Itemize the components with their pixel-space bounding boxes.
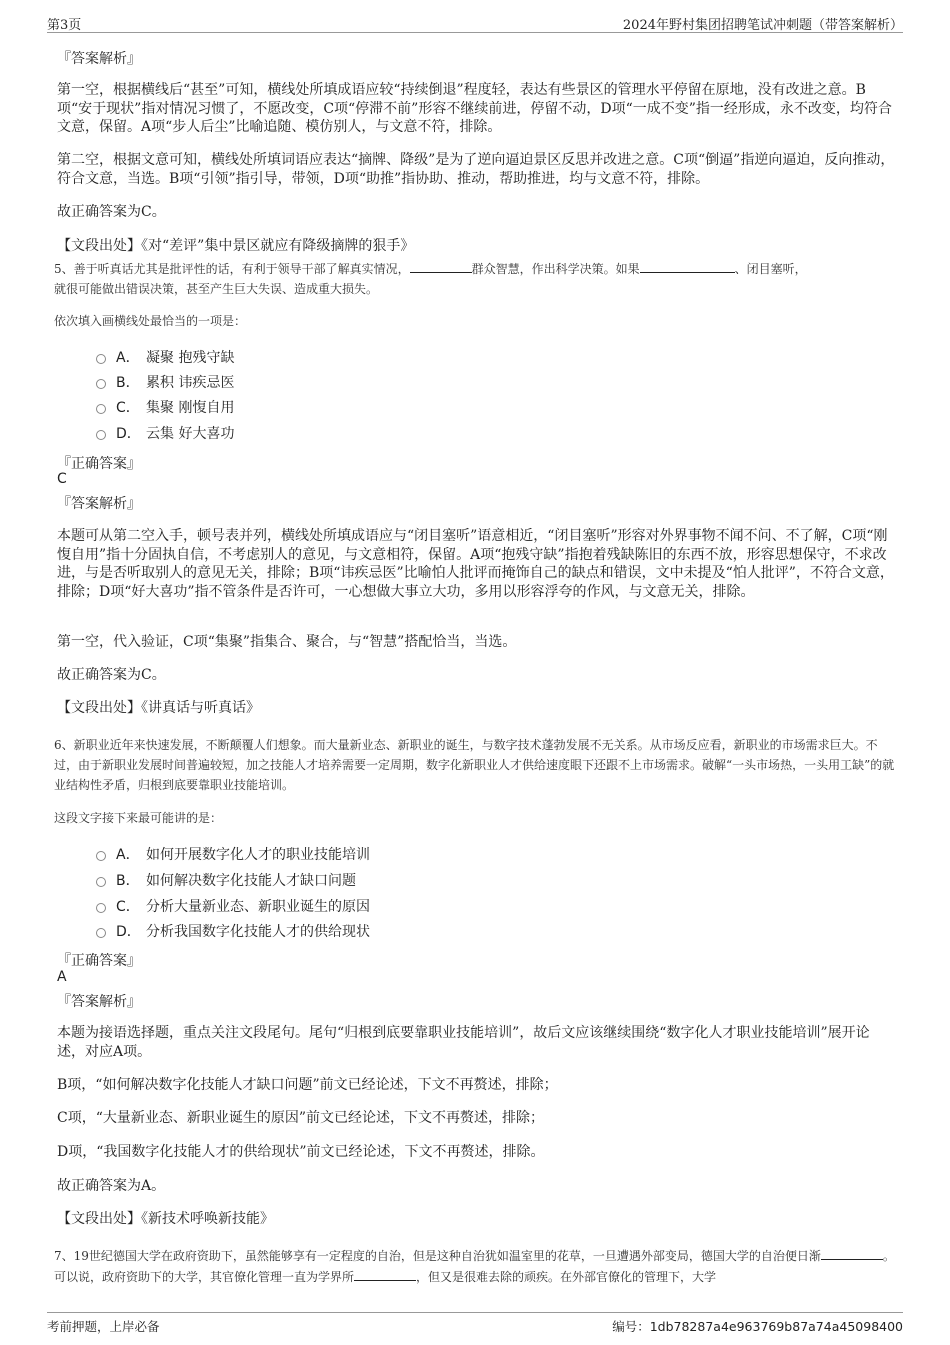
fill-blank [410, 258, 472, 273]
document-id: 编号：1db78287a4e963769b87a74a45098400 [612, 1319, 903, 1334]
option-b[interactable]: B． 累积 讳疾忌医 [96, 372, 234, 392]
radio-icon[interactable] [96, 404, 106, 414]
question-stem: 7、19世纪德国大学在政府资助下，虽然能够享有一定程度的自治，但是这种自治犹如温室里的花草，一旦遭遇外部变局，德国大学的自治便日渐 。可以说，政府资助下的大学，其官僚化管理一直为学界所 ，但又是很难去除的顽疾。在外部官僚化的管理下，大学 [54, 1245, 899, 1287]
fill-blank [640, 258, 735, 273]
option-b[interactable]: B． 如何解决数字化技能人才缺口问题 [96, 870, 356, 890]
answer-conclusion: 故正确答案为A。 [57, 1178, 166, 1194]
correct-answer: A [57, 969, 67, 985]
fill-blank [354, 1266, 416, 1281]
question-stem: 5、善于听真话尤其是批评性的话，有利于领导干部了解真实情况， 群众智慧，作出科学决策。如果 、闭目塞听， 就很可能做出错误决策，甚至产生巨大失误、造成重大损失。 [54, 258, 899, 299]
option-a[interactable]: A． 凝聚 抱残守缺 [96, 347, 234, 367]
analysis-paragraph: 本题可从第二空入手，顿号表并列，横线处所填成语应与“闭目塞听”语意相近，“闭目塞听”形容对外界事物不闻不问、不了解，C项“刚愎自用”指十分固执自信，不考虑别人的意见，与文意相符，保留。A项“抱残守缺”指抱着残缺陈旧的东西不放，形容思想保守，不求改进，与是否听取别人的意见无关，排除；B项“讳疾忌医”比喻怕人批评而掩饰自己的缺点和错误，文中未提及“怕人批评”，不符合文意，排除；D项“好大喜功”指不管条件是否许可，一心想做大事立大功，多用以形容浮夸的作风，与文意无关，排除。 [57, 528, 894, 600]
question-stem: 6、新职业近年来快速发展，不断颠覆人们想象。而大量新业态、新职业的诞生，与数字技术蓬勃发展不无关系。从市场反应看，新职业的市场需求巨大。不过，由于新职业发展时间普遍较短，加之技能人才培养需要一定周期，数字化新职业人才供给速度眼下还跟不上市场需求。破解“一头市场热，一头用工缺”的就业结构性矛盾，归根到底要靠职业技能培训。 [54, 738, 895, 792]
option-c[interactable]: C． 集聚 刚愎自用 [96, 397, 234, 417]
radio-icon[interactable] [96, 354, 106, 364]
analysis-paragraph: 本题为接语选择题，重点关注文段尾句。尾句“归根到底要靠职业技能培训”，故后文应该继续围绕“数字化人才职业技能培训”展开论述，对应A项。 [57, 1025, 870, 1060]
page-header [47, 14, 903, 33]
radio-icon[interactable] [96, 928, 106, 938]
correct-answer-tag: 『正确答案』 [57, 953, 141, 969]
option-a[interactable]: A． 如何开展数字化人才的职业技能培训 [96, 844, 370, 864]
analysis-tag: 『答案解析』 [57, 994, 141, 1010]
option-c[interactable]: C． 分析大量新业态、新职业诞生的原因 [96, 896, 370, 916]
option-d[interactable]: D． 云集 好大喜功 [96, 423, 234, 443]
fill-blank [821, 1245, 883, 1260]
radio-icon[interactable] [96, 903, 106, 913]
answer-conclusion: 故正确答案为C。 [57, 204, 166, 220]
footer-slogan: 考前押题，上岸必备 [47, 1319, 160, 1334]
source-citation: 【文段出处】《对“差评”集中景区就应有降级摘牌的狠手》 [57, 238, 415, 254]
analysis-tag: 『答案解析』 [57, 51, 141, 67]
analysis-tag: 『答案解析』 [57, 496, 141, 512]
option-d[interactable]: D． 分析我国数字化技能人才的供给现状 [96, 921, 370, 941]
correct-answer-tag: 『正确答案』 [57, 456, 141, 472]
correct-answer: C [57, 471, 67, 487]
document-title: 2024年野村集团招聘笔试冲刺题（带答案解析） [622, 18, 903, 33]
page-number: 第3页 [47, 18, 82, 33]
source-citation: 【文段出处】《讲真话与听真话》 [57, 700, 260, 716]
analysis-paragraph: 第一空，根据横线后“甚至”可知，横线处所填成语应较“持续倒退”程度轻，表达有些景区的管理水平停留在原地，没有改进之意。B项“安于现状”指对情况习惯了，不愿改变，C项“停滞不前”形容不继续前进，停留不动，D项“一成不变”指一经形成，永不改变，均符合文意，保留。A项“步人后尘”比喻追随、模仿别人，与文意不符，排除。 [57, 82, 892, 135]
analysis-paragraph: 第一空，代入验证，C项“集聚”指集合、聚合，与“智慧”搭配恰当，当选。 [57, 634, 517, 650]
page-footer [47, 1312, 903, 1335]
question-prompt: 这段文字接下来最可能讲的是： [54, 811, 223, 825]
analysis-paragraph: 第二空，根据文意可知，横线处所填词语应表达“摘牌、降级”是为了逆向逼迫景区反思并改进之意。C项“倒逼”指逆向逼迫，反向推动，符合文意，当选。B项“引领”指引导，带领，D项“助推”指协助、推动，帮助推进，均与文意不符，排除。 [57, 152, 895, 187]
radio-icon[interactable] [96, 379, 106, 389]
answer-conclusion: 故正确答案为C。 [57, 667, 166, 683]
question-prompt: 依次填入画横线处最恰当的一项是： [54, 314, 247, 328]
analysis-paragraph: C项，“大量新业态、新职业诞生的原因”前文已经论述，下文不再赘述，排除； [57, 1110, 545, 1126]
radio-icon[interactable] [96, 851, 106, 861]
radio-icon[interactable] [96, 430, 106, 440]
analysis-paragraph: D项，“我国数字化技能人才的供给现状”前文已经论述，下文不再赘述，排除。 [57, 1144, 545, 1160]
analysis-paragraph: B项，“如何解决数字化技能人才缺口问题”前文已经论述，下文不再赘述，排除； [57, 1077, 558, 1093]
radio-icon[interactable] [96, 877, 106, 887]
source-citation: 【文段出处】《新技术呼唤新技能》 [57, 1211, 274, 1227]
